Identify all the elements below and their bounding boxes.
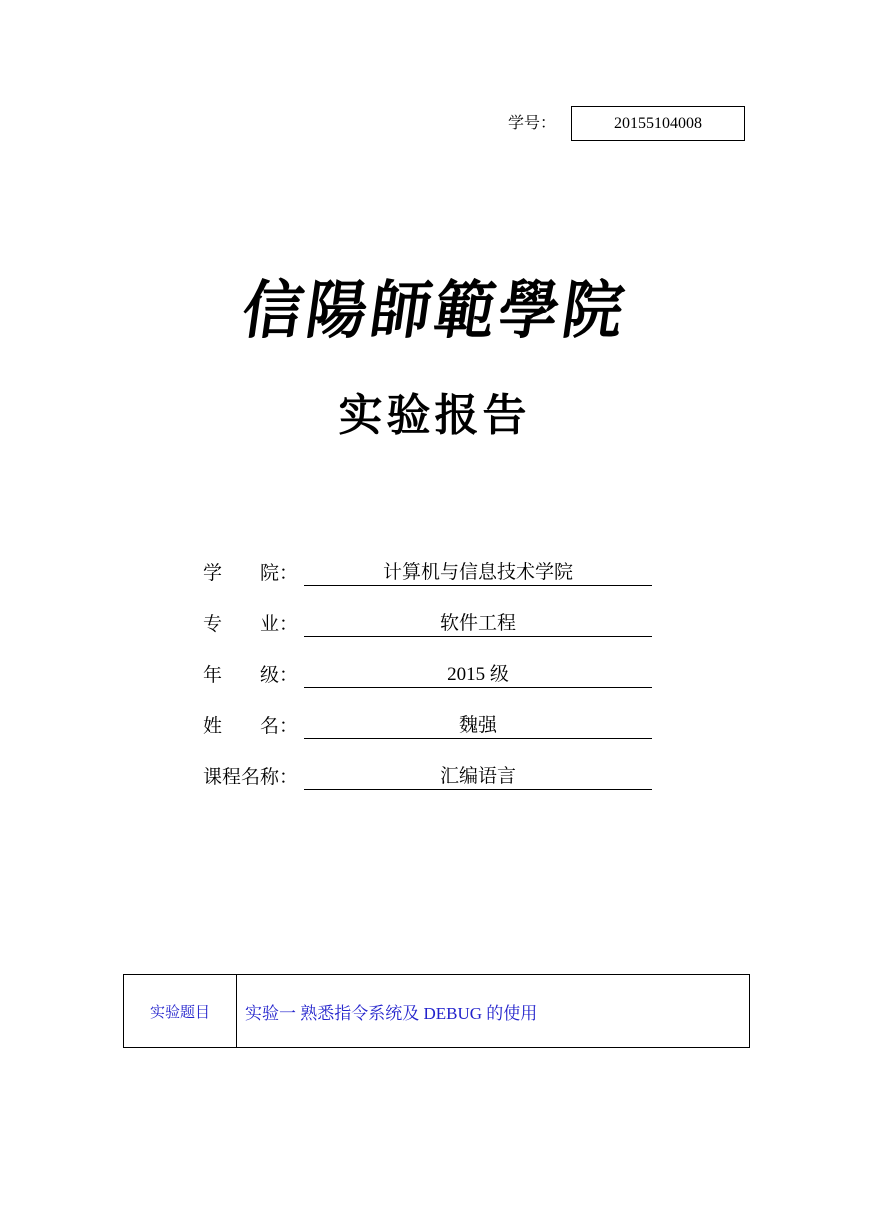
school-logo-banner — [190, 244, 680, 378]
info-value: 软件工程 — [304, 612, 652, 637]
info-value: 计算机与信息技术学院 — [304, 561, 652, 586]
school-name-calligraphy: 信陽師範學院 — [237, 274, 633, 348]
info-label: 学 院： — [203, 562, 299, 584]
experiment-value-cell: 实验一 熟悉指令系统及 DEBUG 的使用 — [245, 1004, 538, 1023]
info-label: 专 业： — [203, 613, 299, 635]
info-label: 姓 名： — [203, 715, 299, 737]
info-row-major — [203, 607, 653, 637]
info-label: 课程名称： — [203, 766, 299, 788]
info-row-college — [203, 556, 653, 586]
info-value: 魏强 — [304, 714, 652, 739]
student-id-box: 20155104008 — [571, 106, 745, 141]
info-row-course — [203, 760, 653, 790]
info-row-grade — [203, 658, 653, 688]
experiment-table — [123, 974, 750, 1048]
info-label: 年 级： — [203, 664, 299, 686]
experiment-label-cell: 实验题目 — [124, 975, 237, 1047]
report-title: 实验报告 — [338, 390, 531, 441]
info-value: 2015 级 — [304, 663, 652, 688]
info-value: 汇编语言 — [304, 765, 652, 790]
info-row-name — [203, 709, 653, 739]
student-id-label: 学号： — [508, 113, 557, 132]
